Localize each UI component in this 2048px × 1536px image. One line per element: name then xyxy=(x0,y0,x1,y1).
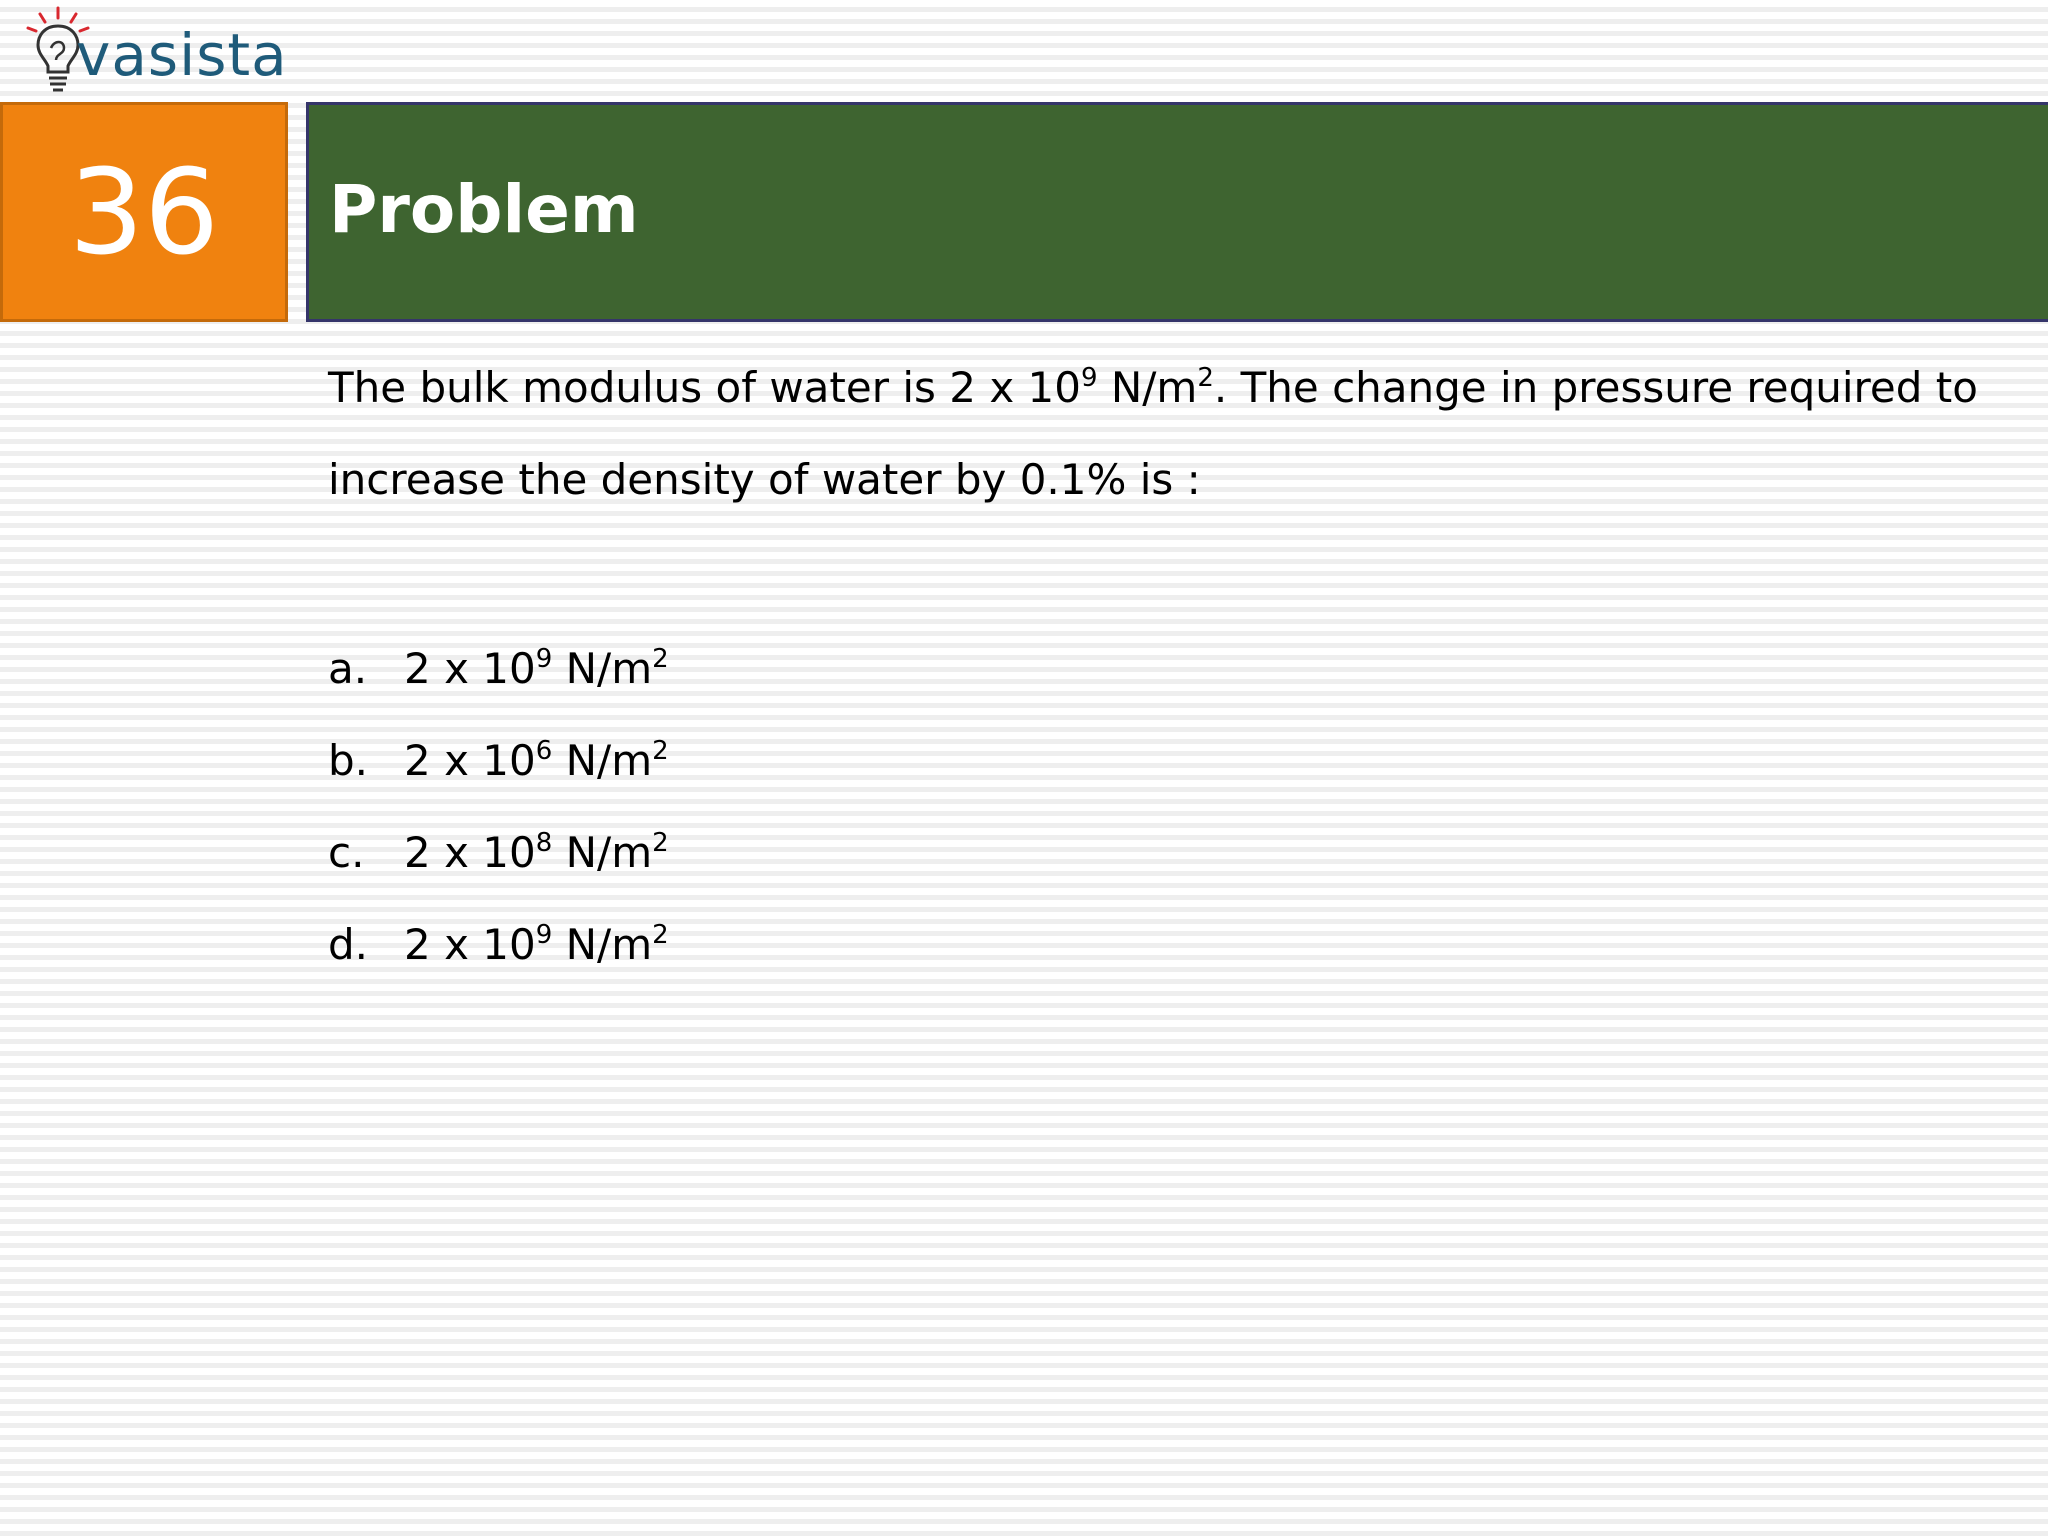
option-letter: b. xyxy=(328,736,369,785)
option-unit: N/m xyxy=(552,828,653,877)
exponent: 2 xyxy=(652,736,669,766)
exponent: 9 xyxy=(535,920,553,950)
slide-title: Problem xyxy=(329,171,639,248)
option-value: 2 x 10 xyxy=(404,920,536,969)
exponent: 2 xyxy=(652,644,669,674)
option-a xyxy=(328,624,2028,716)
exponent: 2 xyxy=(652,828,669,858)
slide-number-box xyxy=(0,102,288,322)
option-value: 2 x 10 xyxy=(404,736,536,785)
vasista-logo xyxy=(18,4,288,100)
question-text: The bulk modulus of water is 2 x 10 xyxy=(328,363,1081,412)
slide-content xyxy=(328,350,2028,992)
question-line-1 xyxy=(328,350,2028,442)
option-value: 2 x 10 xyxy=(404,644,536,693)
title-bar xyxy=(306,102,2048,322)
option-value: 2 x 10 xyxy=(404,828,536,877)
option-letter: c. xyxy=(328,828,365,877)
unit-text: N/m xyxy=(1097,363,1198,412)
option-letter: d. xyxy=(328,920,369,969)
option-letter: a. xyxy=(328,644,368,693)
answer-options xyxy=(328,624,2028,992)
option-d xyxy=(328,900,2028,992)
option-unit: N/m xyxy=(552,644,653,693)
exponent: 6 xyxy=(535,736,553,766)
logo-wordmark: vasista xyxy=(76,21,288,89)
slide-number: 36 xyxy=(68,143,220,281)
option-unit: N/m xyxy=(552,920,653,969)
question-text: . The change in pressure required to xyxy=(1213,363,1978,412)
exponent: 2 xyxy=(1197,363,1214,393)
question-line-2: increase the density of water by 0.1% is : xyxy=(328,455,1201,504)
exponent: 2 xyxy=(652,920,669,950)
option-unit: N/m xyxy=(552,736,653,785)
exponent: 8 xyxy=(535,828,553,858)
option-c xyxy=(328,808,2028,900)
exponent: 9 xyxy=(535,644,553,674)
option-b xyxy=(328,716,2028,808)
exponent: 9 xyxy=(1080,363,1098,393)
